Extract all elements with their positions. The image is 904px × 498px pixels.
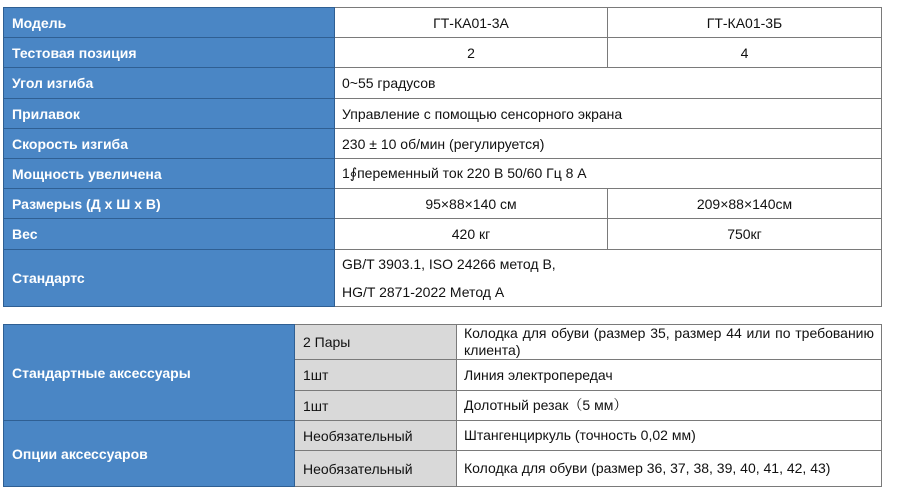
accessory-desc: Линия электропередач xyxy=(457,360,882,391)
spec-label-standard: Стандартс xyxy=(4,250,335,307)
spec-row-standard xyxy=(4,250,882,307)
spec-speed-value: 230 ± 10 об/мин (регулируется) xyxy=(335,129,882,159)
accessory-qty: 2 Пары xyxy=(295,325,457,360)
spec-label-weight: Вес xyxy=(4,219,335,250)
spec-model-b: ГТ-КА01-3Б xyxy=(608,8,882,38)
accessory-qty: Необязательный xyxy=(295,421,457,451)
accessory-desc: Штангенциркуль (точность 0,02 мм) xyxy=(457,421,882,451)
spec-label-clamp: Прилавок xyxy=(4,99,335,129)
accessories-table xyxy=(3,324,882,487)
accessory-qty: 1шт xyxy=(295,360,457,391)
spec-size-b: 209×88×140см xyxy=(608,189,882,219)
spec-power-value: 1∮переменный ток 220 В 50/60 Гц 8 А xyxy=(335,159,882,189)
spec-label-size: Размерыs (Д х Ш х В) xyxy=(4,189,335,219)
spec-label-model: Модель xyxy=(4,8,335,38)
spec-positions-b: 4 xyxy=(608,38,882,68)
spec-label-angle: Угол изгиба xyxy=(4,68,335,99)
accessory-desc: Колодка для обуви (размер 35, размер 44 или по требованию клиента) xyxy=(457,325,882,360)
accessory-desc: Долотный резак（5 мм） xyxy=(457,391,882,421)
spec-model-a: ГТ-КА01-3А xyxy=(335,8,608,38)
spec-positions-a: 2 xyxy=(335,38,608,68)
spec-label-positions: Тестовая позиция xyxy=(4,38,335,68)
spec-weight-a: 420 кг xyxy=(335,219,608,250)
spec-clamp-value: Управление с помощью сенсорного экрана xyxy=(335,99,882,129)
spec-label-speed: Скорость изгиба xyxy=(4,129,335,159)
spec-row-speed xyxy=(4,129,882,159)
spec-row-size xyxy=(4,189,882,219)
spec-angle-value: 0~55 градусов xyxy=(335,68,882,99)
accessory-row xyxy=(4,325,882,360)
spec-standard-value xyxy=(335,250,882,307)
spec-label-power: Мощность увеличена xyxy=(4,159,335,189)
specifications-table xyxy=(3,7,882,307)
standard-line-1: GB/T 3903.1, ISO 24266 метод B, xyxy=(342,256,556,272)
spec-row-model xyxy=(4,8,882,38)
optional-accessories-label: Опции аксессуаров xyxy=(4,421,295,487)
spec-row-weight xyxy=(4,219,882,250)
spec-row-clamp xyxy=(4,99,882,129)
standard-accessories-label: Стандартные аксессуары xyxy=(4,325,295,421)
spec-row-power xyxy=(4,159,882,189)
spec-size-a: 95×88×140 см xyxy=(335,189,608,219)
accessory-row xyxy=(4,421,882,451)
accessory-desc: Колодка для обуви (размер 36, 37, 38, 39, 40, 41, 42, 43) xyxy=(457,451,882,487)
spec-row-positions xyxy=(4,38,882,68)
spec-weight-b: 750кг xyxy=(608,219,882,250)
spec-row-angle xyxy=(4,68,882,99)
accessory-qty: Необязательный xyxy=(295,451,457,487)
standard-line-2: HG/T 2871-2022 Метод А xyxy=(342,284,505,300)
accessory-qty: 1шт xyxy=(295,391,457,421)
